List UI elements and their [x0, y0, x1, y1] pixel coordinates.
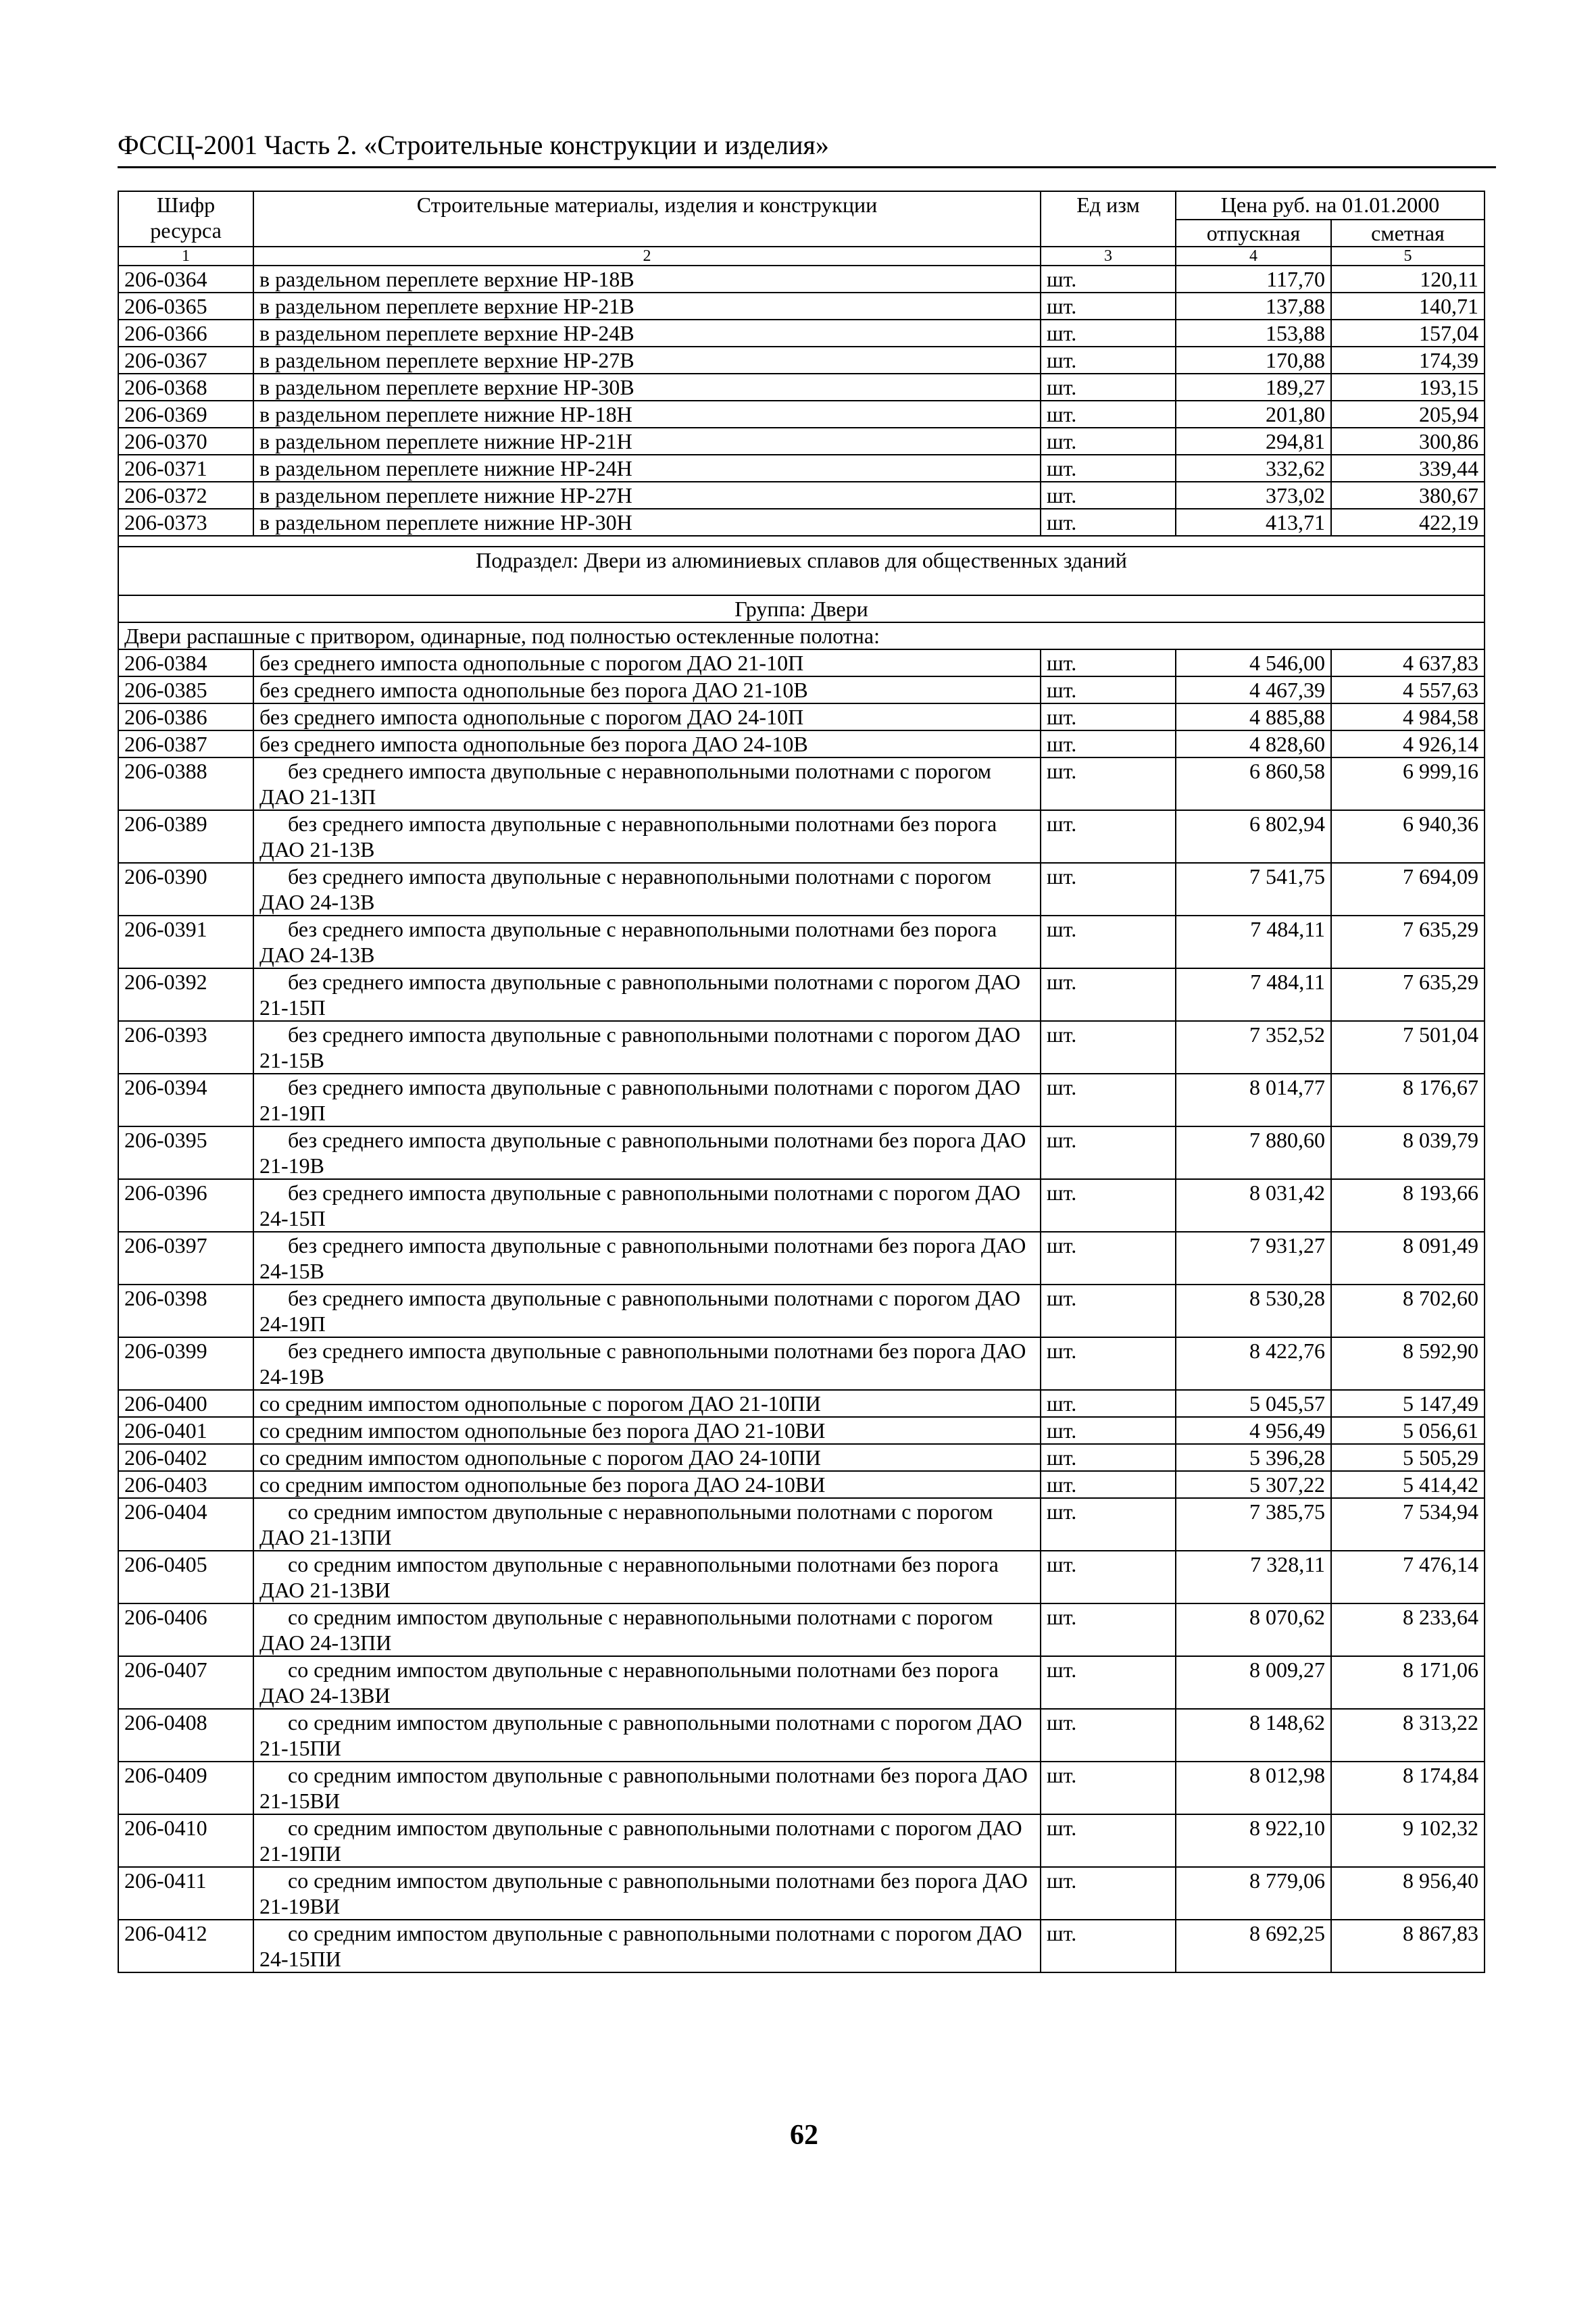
item-release-price: 6 802,94 — [1176, 810, 1331, 863]
item-unit: шт. — [1041, 347, 1176, 374]
item-name: со средним импостом двупольные с неравнопольными полотнами без порога ДАО 21-13ВИ — [253, 1551, 1041, 1603]
item-estimate-price: 7 501,04 — [1331, 1021, 1485, 1074]
item-code: 206-0412 — [118, 1920, 253, 1972]
item-unit: шт. — [1041, 1603, 1176, 1656]
item-release-price: 4 956,49 — [1176, 1417, 1331, 1444]
item-release-price: 7 541,75 — [1176, 863, 1331, 916]
table-row — [118, 401, 1485, 428]
header-price: Цена руб. на 01.01.2000 — [1176, 191, 1485, 220]
item-unit: шт. — [1041, 1444, 1176, 1471]
item-release-price: 7 385,75 — [1176, 1498, 1331, 1551]
item-unit: шт. — [1041, 1337, 1176, 1390]
item-unit: шт. — [1041, 1390, 1176, 1417]
item-code: 206-0367 — [118, 347, 253, 374]
item-code: 206-0411 — [118, 1867, 253, 1920]
group-title: Группа: Двери — [118, 595, 1485, 622]
item-unit: шт. — [1041, 703, 1176, 730]
item-release-price: 5 045,57 — [1176, 1390, 1331, 1417]
table-row — [118, 1471, 1485, 1498]
item-unit: шт. — [1041, 401, 1176, 428]
item-release-price: 7 484,11 — [1176, 916, 1331, 968]
table-row — [118, 455, 1485, 482]
item-release-price: 373,02 — [1176, 482, 1331, 509]
table-row — [118, 703, 1485, 730]
item-code: 206-0401 — [118, 1417, 253, 1444]
item-release-price: 8 009,27 — [1176, 1656, 1331, 1709]
item-release-price: 332,62 — [1176, 455, 1331, 482]
table-row — [118, 320, 1485, 347]
header-divider — [118, 166, 1496, 168]
item-estimate-price: 8 193,66 — [1331, 1179, 1485, 1232]
item-code: 206-0370 — [118, 428, 253, 455]
item-code: 206-0385 — [118, 676, 253, 703]
item-unit: шт. — [1041, 509, 1176, 536]
item-estimate-price: 6 999,16 — [1331, 757, 1485, 810]
table-row — [118, 266, 1485, 293]
item-unit: шт. — [1041, 1021, 1176, 1074]
item-code: 206-0403 — [118, 1471, 253, 1498]
item-estimate-price: 8 174,84 — [1331, 1762, 1485, 1814]
item-name: со средним импостом двупольные с неравнопольными полотнами с порогом ДАО 21-13ПИ — [253, 1498, 1041, 1551]
table-row — [118, 1762, 1485, 1814]
item-estimate-price: 9 102,32 — [1331, 1814, 1485, 1867]
item-release-price: 8 779,06 — [1176, 1867, 1331, 1920]
table-row — [118, 863, 1485, 916]
item-release-price: 8 148,62 — [1176, 1709, 1331, 1762]
item-name: без среднего импоста однопольные с порогом ДАО 24-10П — [253, 703, 1041, 730]
item-estimate-price: 300,86 — [1331, 428, 1485, 455]
item-estimate-price: 7 635,29 — [1331, 968, 1485, 1021]
item-estimate-price: 120,11 — [1331, 266, 1485, 293]
item-estimate-price: 8 233,64 — [1331, 1603, 1485, 1656]
item-estimate-price: 4 637,83 — [1331, 649, 1485, 676]
table-row — [118, 968, 1485, 1021]
item-name: без среднего импоста двупольные с равнопольными полотнами без порога ДАО 24-15В — [253, 1232, 1041, 1285]
item-release-price: 189,27 — [1176, 374, 1331, 401]
item-unit: шт. — [1041, 676, 1176, 703]
item-unit: шт. — [1041, 968, 1176, 1021]
item-name: без среднего импоста двупольные с неравнопольными полотнами без порога ДАО 24-13В — [253, 916, 1041, 968]
item-unit: шт. — [1041, 1471, 1176, 1498]
item-code: 206-0372 — [118, 482, 253, 509]
table-row — [118, 509, 1485, 536]
item-estimate-price: 8 176,67 — [1331, 1074, 1485, 1126]
item-release-price: 7 352,52 — [1176, 1021, 1331, 1074]
item-estimate-price: 8 091,49 — [1331, 1232, 1485, 1285]
item-code: 206-0390 — [118, 863, 253, 916]
item-estimate-price: 205,94 — [1331, 401, 1485, 428]
item-name: без среднего импоста двупольные с неравнопольными полотнами с порогом ДАО 21-13П — [253, 757, 1041, 810]
item-estimate-price: 8 702,60 — [1331, 1285, 1485, 1337]
item-release-price: 8 031,42 — [1176, 1179, 1331, 1232]
item-code: 206-0399 — [118, 1337, 253, 1390]
table-row — [118, 1179, 1485, 1232]
item-name: со средним импостом однопольные без порога ДАО 24-10ВИ — [253, 1471, 1041, 1498]
item-name: в раздельном переплете нижние НР-30Н — [253, 509, 1041, 536]
item-code: 206-0364 — [118, 266, 253, 293]
subsection-spacer — [118, 536, 1485, 547]
item-release-price: 8 422,76 — [1176, 1337, 1331, 1390]
item-estimate-price: 8 956,40 — [1331, 1867, 1485, 1920]
table-row — [118, 676, 1485, 703]
table-row — [118, 293, 1485, 320]
item-name: со средним импостом двупольные с равнопольными полотнами без порога ДАО 21-19ВИ — [253, 1867, 1041, 1920]
item-code: 206-0393 — [118, 1021, 253, 1074]
item-estimate-price: 174,39 — [1331, 347, 1485, 374]
item-release-price: 7 328,11 — [1176, 1551, 1331, 1603]
col-num: 5 — [1331, 247, 1485, 266]
item-unit: шт. — [1041, 1179, 1176, 1232]
item-release-price: 4 467,39 — [1176, 676, 1331, 703]
item-name: со средним импостом двупольные с неравнопольными полотнами с порогом ДАО 24-13ПИ — [253, 1603, 1041, 1656]
table-row — [118, 482, 1485, 509]
table-row — [118, 1232, 1485, 1285]
item-code: 206-0387 — [118, 730, 253, 757]
table-row — [118, 1444, 1485, 1471]
item-code: 206-0409 — [118, 1762, 253, 1814]
item-estimate-price: 7 476,14 — [1331, 1551, 1485, 1603]
item-name: без среднего импоста однопольные без порога ДАО 24-10В — [253, 730, 1041, 757]
table-row — [118, 810, 1485, 863]
item-release-price: 8 692,25 — [1176, 1920, 1331, 1972]
table-body-top — [118, 266, 1485, 536]
item-estimate-price: 140,71 — [1331, 293, 1485, 320]
item-code: 206-0368 — [118, 374, 253, 401]
item-estimate-price: 8 867,83 — [1331, 1920, 1485, 1972]
item-estimate-price: 8 039,79 — [1331, 1126, 1485, 1179]
item-name: в раздельном переплете верхние НР-27В — [253, 347, 1041, 374]
item-release-price: 4 828,60 — [1176, 730, 1331, 757]
item-unit: шт. — [1041, 916, 1176, 968]
item-code: 206-0371 — [118, 455, 253, 482]
table-row — [118, 1867, 1485, 1920]
item-release-price: 4 546,00 — [1176, 649, 1331, 676]
item-estimate-price: 8 171,06 — [1331, 1656, 1485, 1709]
item-unit: шт. — [1041, 1867, 1176, 1920]
item-name: без среднего импоста двупольные с неравнопольными полотнами с порогом ДАО 24-13В — [253, 863, 1041, 916]
table-row — [118, 757, 1485, 810]
table-row — [118, 1603, 1485, 1656]
item-code: 206-0388 — [118, 757, 253, 810]
item-unit: шт. — [1041, 1920, 1176, 1972]
item-estimate-price: 380,67 — [1331, 482, 1485, 509]
header-unit: Ед изм — [1041, 191, 1176, 247]
item-estimate-price: 7 635,29 — [1331, 916, 1485, 968]
item-name: без среднего импоста однопольные без порога ДАО 21-10В — [253, 676, 1041, 703]
table-row — [118, 649, 1485, 676]
item-unit: шт. — [1041, 1417, 1176, 1444]
item-unit: шт. — [1041, 1762, 1176, 1814]
item-unit: шт. — [1041, 266, 1176, 293]
subsection-block — [118, 536, 1485, 649]
page-number: 62 — [790, 2120, 818, 2151]
item-code: 206-0394 — [118, 1074, 253, 1126]
item-release-price: 6 860,58 — [1176, 757, 1331, 810]
table-row — [118, 916, 1485, 968]
table-row — [118, 1551, 1485, 1603]
item-code: 206-0408 — [118, 1709, 253, 1762]
item-estimate-price: 7 534,94 — [1331, 1498, 1485, 1551]
item-estimate-price: 339,44 — [1331, 455, 1485, 482]
header-release: отпускная — [1176, 220, 1331, 247]
table-row — [118, 1656, 1485, 1709]
item-name: со средним импостом двупольные с равнопольными полотнами с порогом ДАО 21-15ПИ — [253, 1709, 1041, 1762]
item-unit: шт. — [1041, 1285, 1176, 1337]
item-name: без среднего импоста двупольные с равнопольными полотнами с порогом ДАО 21-19П — [253, 1074, 1041, 1126]
table-row — [118, 1390, 1485, 1417]
item-name: в раздельном переплете нижние НР-27Н — [253, 482, 1041, 509]
item-code: 206-0395 — [118, 1126, 253, 1179]
item-release-price: 7 484,11 — [1176, 968, 1331, 1021]
col-num: 2 — [253, 247, 1041, 266]
item-unit: шт. — [1041, 649, 1176, 676]
item-code: 206-0366 — [118, 320, 253, 347]
item-estimate-price: 5 505,29 — [1331, 1444, 1485, 1471]
item-name: в раздельном переплете нижние НР-18Н — [253, 401, 1041, 428]
item-release-price: 153,88 — [1176, 320, 1331, 347]
table-row — [118, 1285, 1485, 1337]
item-release-price: 4 885,88 — [1176, 703, 1331, 730]
item-estimate-price: 193,15 — [1331, 374, 1485, 401]
item-unit: шт. — [1041, 730, 1176, 757]
item-name: без среднего импоста двупольные с равнопольными полотнами с порогом ДАО 21-15П — [253, 968, 1041, 1021]
item-unit: шт. — [1041, 1232, 1176, 1285]
item-release-price: 5 396,28 — [1176, 1444, 1331, 1471]
item-name: без среднего импоста двупольные с неравнопольными полотнами без порога ДАО 21-13В — [253, 810, 1041, 863]
item-code: 206-0410 — [118, 1814, 253, 1867]
item-unit: шт. — [1041, 1709, 1176, 1762]
item-code: 206-0406 — [118, 1603, 253, 1656]
item-code: 206-0365 — [118, 293, 253, 320]
table-row — [118, 1814, 1485, 1867]
page-header-title: ФССЦ-2001 Часть 2. «Строительные конструкции и изделия» — [118, 130, 829, 160]
table-row — [118, 1126, 1485, 1179]
item-estimate-price: 4 984,58 — [1331, 703, 1485, 730]
col-num: 4 — [1176, 247, 1331, 266]
item-estimate-price: 8 313,22 — [1331, 1709, 1485, 1762]
item-unit: шт. — [1041, 1498, 1176, 1551]
table-row — [118, 347, 1485, 374]
item-code: 206-0373 — [118, 509, 253, 536]
item-release-price: 8 530,28 — [1176, 1285, 1331, 1337]
item-name: в раздельном переплете верхние НР-30В — [253, 374, 1041, 401]
item-unit: шт. — [1041, 428, 1176, 455]
item-unit: шт. — [1041, 757, 1176, 810]
item-unit: шт. — [1041, 374, 1176, 401]
item-unit: шт. — [1041, 1814, 1176, 1867]
col-num: 3 — [1041, 247, 1176, 266]
item-unit: шт. — [1041, 482, 1176, 509]
item-name: без среднего импоста двупольные с равнопольными полотнами с порогом ДАО 21-15В — [253, 1021, 1041, 1074]
table-row — [118, 1417, 1485, 1444]
item-code: 206-0404 — [118, 1498, 253, 1551]
item-unit: шт. — [1041, 1551, 1176, 1603]
item-estimate-price: 157,04 — [1331, 320, 1485, 347]
item-name: в раздельном переплете верхние НР-18В — [253, 266, 1041, 293]
item-name: со средним импостом двупольные с равнопольными полотнами с порогом ДАО 24-15ПИ — [253, 1920, 1041, 1972]
item-unit: шт. — [1041, 1656, 1176, 1709]
item-estimate-price: 4 557,63 — [1331, 676, 1485, 703]
item-estimate-price: 5 056,61 — [1331, 1417, 1485, 1444]
table-row — [118, 374, 1485, 401]
item-name: без среднего импоста однопольные с порогом ДАО 21-10П — [253, 649, 1041, 676]
table-row — [118, 730, 1485, 757]
item-release-price: 7 931,27 — [1176, 1232, 1331, 1285]
table-row — [118, 1709, 1485, 1762]
page-header — [118, 128, 1496, 162]
item-release-price: 137,88 — [1176, 293, 1331, 320]
table-body-doors — [118, 649, 1485, 1972]
item-code: 206-0402 — [118, 1444, 253, 1471]
item-release-price: 7 880,60 — [1176, 1126, 1331, 1179]
item-estimate-price: 7 694,09 — [1331, 863, 1485, 916]
item-name: без среднего импоста двупольные с равнопольными полотнами с порогом ДАО 24-15П — [253, 1179, 1041, 1232]
table-row — [118, 1021, 1485, 1074]
item-release-price: 170,88 — [1176, 347, 1331, 374]
item-release-price: 201,80 — [1176, 401, 1331, 428]
item-release-price: 413,71 — [1176, 509, 1331, 536]
item-release-price: 5 307,22 — [1176, 1471, 1331, 1498]
group-description: Двери распашные с притвором, одинарные, под полностью остекленные полотна: — [118, 622, 1485, 649]
table-row — [118, 1920, 1485, 1972]
item-unit: шт. — [1041, 455, 1176, 482]
item-code: 206-0392 — [118, 968, 253, 1021]
header-code: Шифр ресурса — [118, 191, 253, 247]
item-code: 206-0384 — [118, 649, 253, 676]
item-unit: шт. — [1041, 863, 1176, 916]
item-code: 206-0398 — [118, 1285, 253, 1337]
item-name: в раздельном переплете нижние НР-21Н — [253, 428, 1041, 455]
item-release-price: 8 012,98 — [1176, 1762, 1331, 1814]
col-num: 1 — [118, 247, 253, 266]
item-code: 206-0407 — [118, 1656, 253, 1709]
item-name: в раздельном переплете верхние НР-24В — [253, 320, 1041, 347]
item-name: со средним импостом однопольные с порогом ДАО 21-10ПИ — [253, 1390, 1041, 1417]
item-name: со средним импостом двупольные с неравнопольными полотнами без порога ДАО 24-13ВИ — [253, 1656, 1041, 1709]
item-release-price: 294,81 — [1176, 428, 1331, 455]
item-name: со средним импостом однопольные без порога ДАО 21-10ВИ — [253, 1417, 1041, 1444]
price-table — [118, 191, 1485, 1973]
item-name: в раздельном переплете нижние НР-24Н — [253, 455, 1041, 482]
item-code: 206-0369 — [118, 401, 253, 428]
item-release-price: 8 922,10 — [1176, 1814, 1331, 1867]
item-name: со средним импостом однопольные с порогом ДАО 24-10ПИ — [253, 1444, 1041, 1471]
item-release-price: 8 070,62 — [1176, 1603, 1331, 1656]
table-row — [118, 1074, 1485, 1126]
table-row — [118, 1337, 1485, 1390]
item-name: без среднего импоста двупольные с равнопольными полотнами без порога ДАО 21-19В — [253, 1126, 1041, 1179]
table-row — [118, 428, 1485, 455]
table-row — [118, 1498, 1485, 1551]
item-code: 206-0389 — [118, 810, 253, 863]
header-name: Строительные материалы, изделия и конструкции — [253, 191, 1041, 247]
item-name: без среднего импоста двупольные с равнопольными полотнами без порога ДАО 24-19В — [253, 1337, 1041, 1390]
item-unit: шт. — [1041, 320, 1176, 347]
item-code: 206-0400 — [118, 1390, 253, 1417]
item-unit: шт. — [1041, 810, 1176, 863]
item-estimate-price: 6 940,36 — [1331, 810, 1485, 863]
item-name: со средним импостом двупольные с равнопольными полотнами без порога ДАО 21-15ВИ — [253, 1762, 1041, 1814]
item-unit: шт. — [1041, 1074, 1176, 1126]
item-name: без среднего импоста двупольные с равнопольными полотнами с порогом ДАО 24-19П — [253, 1285, 1041, 1337]
item-code: 206-0391 — [118, 916, 253, 968]
item-estimate-price: 8 592,90 — [1331, 1337, 1485, 1390]
item-code: 206-0386 — [118, 703, 253, 730]
item-code: 206-0397 — [118, 1232, 253, 1285]
item-release-price: 8 014,77 — [1176, 1074, 1331, 1126]
item-code: 206-0396 — [118, 1179, 253, 1232]
item-name: в раздельном переплете верхние НР-21В — [253, 293, 1041, 320]
item-code: 206-0405 — [118, 1551, 253, 1603]
item-estimate-price: 5 414,42 — [1331, 1471, 1485, 1498]
item-release-price: 117,70 — [1176, 266, 1331, 293]
item-estimate-price: 422,19 — [1331, 509, 1485, 536]
header-estimate: сметная — [1331, 220, 1485, 247]
item-estimate-price: 5 147,49 — [1331, 1390, 1485, 1417]
item-unit: шт. — [1041, 1126, 1176, 1179]
subsection-title: Подраздел: Двери из алюминиевых сплавов для общественных зданий — [118, 547, 1485, 595]
item-estimate-price: 4 926,14 — [1331, 730, 1485, 757]
item-unit: шт. — [1041, 293, 1176, 320]
item-name: со средним импостом двупольные с равнопольными полотнами с порогом ДАО 21-19ПИ — [253, 1814, 1041, 1867]
